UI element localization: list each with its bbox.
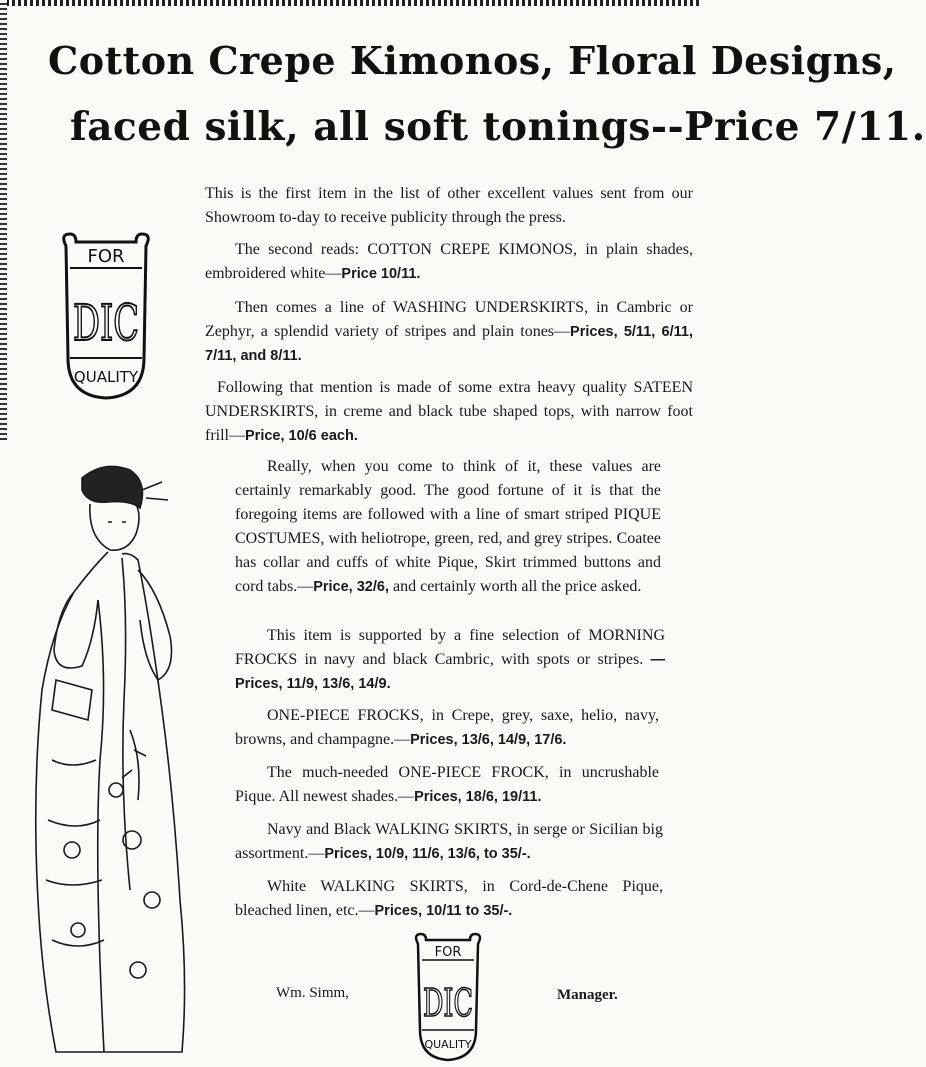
kimono-woman-illustration <box>12 460 212 1060</box>
logo-bottom-text: QUALITY <box>73 368 139 386</box>
logo-top-text: FOR <box>434 945 462 960</box>
text: White WALKING SKIRTS, in Cord-de-Chene Pique, bleached linen, etc.— <box>235 878 663 919</box>
paragraph-kimonos <box>205 238 693 286</box>
paragraph-sateen-underskirts <box>205 376 693 448</box>
signature-name: Wm. Simm, <box>276 985 349 1001</box>
left-border <box>0 0 7 440</box>
paragraph-one-piece-frocks <box>235 704 659 752</box>
text: and certainly worth all the price asked. <box>388 578 642 595</box>
logo-top-text: FOR <box>87 246 125 267</box>
price: —Prices, 11/9, 13/6, 14/9. <box>235 652 666 692</box>
paragraph-white-walking-skirts <box>235 875 663 923</box>
price: Price 10/11. <box>341 266 421 282</box>
headline-line-2: faced silk, all soft tonings--Price 7/11. <box>70 104 926 150</box>
logo-monogram: DIC <box>73 294 139 352</box>
price: Prices, 13/6, 14/9, 17/6. <box>410 732 567 748</box>
text: Then comes a line of WASHING UNDERSKIRTS, in Cambric or Zephyr, a splendid variety of stripes and plain tones— <box>205 299 693 340</box>
text: This item is supported by a fine selection of MORNING FROCKS in navy and black Cambric, with spots or stripes. <box>235 627 665 668</box>
dic-quality-logo <box>52 228 160 404</box>
price: Prices, 18/6, 19/11. <box>414 789 542 805</box>
text: The much-needed ONE-PIECE FROCK, in uncrushable Pique. All newest shades.— <box>235 764 659 805</box>
text: Following that mention is made of some extra heavy quality SATEEN UNDERSKIRTS, in creme and black tube shaped tops, with narrow foot frill— <box>205 379 693 444</box>
price: Prices, 10/9, 11/6, 13/6, to 35/-. <box>324 846 531 862</box>
logo-bottom-text: QUALITY <box>424 1038 472 1051</box>
paragraph-morning-frocks <box>235 624 665 696</box>
text: The second reads: COTTON CREPE KIMONOS, in plain shades, embroidered white— <box>205 241 693 282</box>
paragraph-intro: This is the first item in the list of other excellent values sent from our Showroom to-day to receive publicity through the press. <box>205 185 693 226</box>
top-border <box>0 0 700 6</box>
text: ONE-PIECE FROCKS, in Crepe, grey, saxe, helio, navy, browns, and champagne.— <box>235 707 659 748</box>
paragraph-washing-underskirts <box>205 296 693 368</box>
headline-line-1: Cotton Crepe Kimonos, Floral Designs, <box>48 38 897 83</box>
paragraph-walking-skirts <box>235 818 663 866</box>
dic-quality-logo-small <box>408 930 488 1064</box>
price: Price, 10/6 each. <box>245 428 358 444</box>
price: Prices, 10/11 to 35/-. <box>374 903 513 919</box>
paragraph-pique-costumes <box>235 455 661 599</box>
text: Navy and Black WALKING SKIRTS, in serge or Sicilian big assortment.— <box>235 821 663 862</box>
text: Really, when you come to think of it, these values are certainly remarkably good. The good fortune of it is that the foregoing items are followed with a line of smart striped PIQUE COSTUMES, with heliotrope, green, red, and grey stripes. Coatee has collar and cuffs of white Pique, Skirt trimmed buttons and cord tabs.— <box>235 458 661 595</box>
logo-monogram: DIC <box>423 981 473 1025</box>
signature-title: Manager. <box>557 987 618 1003</box>
paragraph-pique-frock <box>235 761 659 809</box>
price: Price, 32/6, <box>313 579 389 595</box>
price: Prices, 5/11, 6/11, 7/11, and 8/11. <box>205 324 693 364</box>
